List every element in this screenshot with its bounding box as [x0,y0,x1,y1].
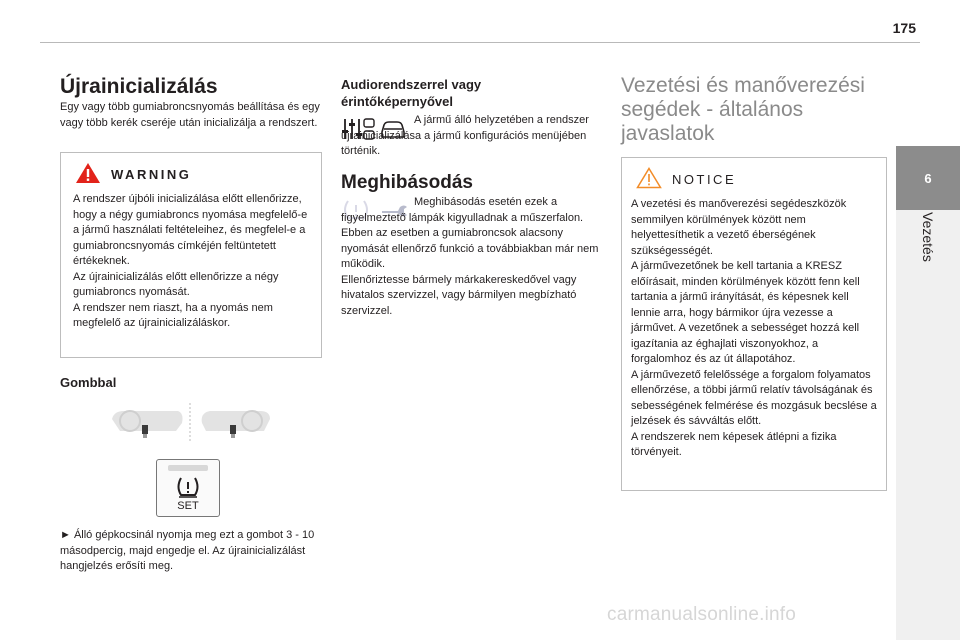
warning-label: WARNING [111,167,192,182]
reinit-intro: Egy vagy több gumiabroncsnyomás beállítása és egy vagy több kerék cseréje után inicializálja a rendszert. [60,101,320,129]
warning-box [60,152,322,358]
notice-box [621,157,887,491]
header-rule [40,42,920,43]
section-title-reinit: Újrainicializálás [60,75,218,98]
button-led [168,465,208,471]
set-instruction: ► Álló gépkocsinál nyomja meg ezt a gombot 3 - 10 másodpercig, majd engedje el. Az újrainicializálást hangjelzés erősíti meg. [60,529,315,572]
warning-icon [75,162,101,187]
chapter-tab[interactable]: 6 [896,146,960,210]
warning-text: A rendszer újbóli inicializálása előtt ellenőrizze, hogy a négy gumiabroncs nyomása megfelelő-e a jármű használati feltételeihez, és megfelel-e a gumiabroncsnyomás címkéjén feltüntetett értékeknek. Az újrainicializálás előtt ellenőrizze a négy gumiabroncs nyomását. A rendszer nem riaszt, ha a nyomás nem megfelelő az újrainicializáláskor. [73,193,308,329]
audio-text: A jármű álló helyzetében a rendszer ujrainicializálása a jármű konfigurációs menüjében történik. [341,114,589,157]
subsection-title-audio: Audiorendszerrel vagy érintőképernyővel [341,77,482,109]
chapter-label: Vezetés [920,212,936,262]
page-number: 175 [892,20,916,36]
fault-text: Meghibásodás esetén ezek a figyelmeztető lámpák kigyulladnak a műszerfalon. Ebben az esetben a gumiabroncsok alacsony nyomását ellenőrző funkció a továbbiakban már nem működik. Ellenőriztesse bármely márkakereskedővel vagy hivatalos szervizzel, vagy bármilyen megbízható szervizzel. [341,196,599,317]
tire-pressure-icon [175,476,201,503]
notice-label: NOTICE [672,172,737,187]
tpms-set-button[interactable] [156,459,220,517]
section-title-driving-aids: Vezetési és manőverezési segédek - általános javaslatok [621,74,865,145]
section-title-fault: Meghibásodás [341,172,473,193]
notice-text: A vezetési és manőverezési segédeszközök semmilyen körülmények között nem helyettesíthetik a vezető éberségének szükségességét. A járművezetőnek be kell tartania a KRESZ előírásait, minden körülmények között fenn kell tartania a jármű irányítását, és képesnek kell lennie arra, hogy bármikor újra vezesse a járművet. A vezetőnek a sebességet hozzá kell igazítania az éghajlati viszonyokhoz, a forgalomhoz és az út állapotához. A járművezető felelőssége a forgalom folyamatos ellenőrzése, a többi jármű relatív távolságának és sebességének felmérése és mozgásuk becslése a jelzések és sávváltás előtt. A rendszerek nem képesek átlépni a fizika törvényeit. [631,198,877,458]
subsection-title-button: Gombbal [60,375,117,390]
notice-icon [636,167,662,192]
watermark: carmanualsonline.info [607,604,797,625]
dashboard-illustration [110,401,272,441]
set-label: SET [177,500,199,512]
